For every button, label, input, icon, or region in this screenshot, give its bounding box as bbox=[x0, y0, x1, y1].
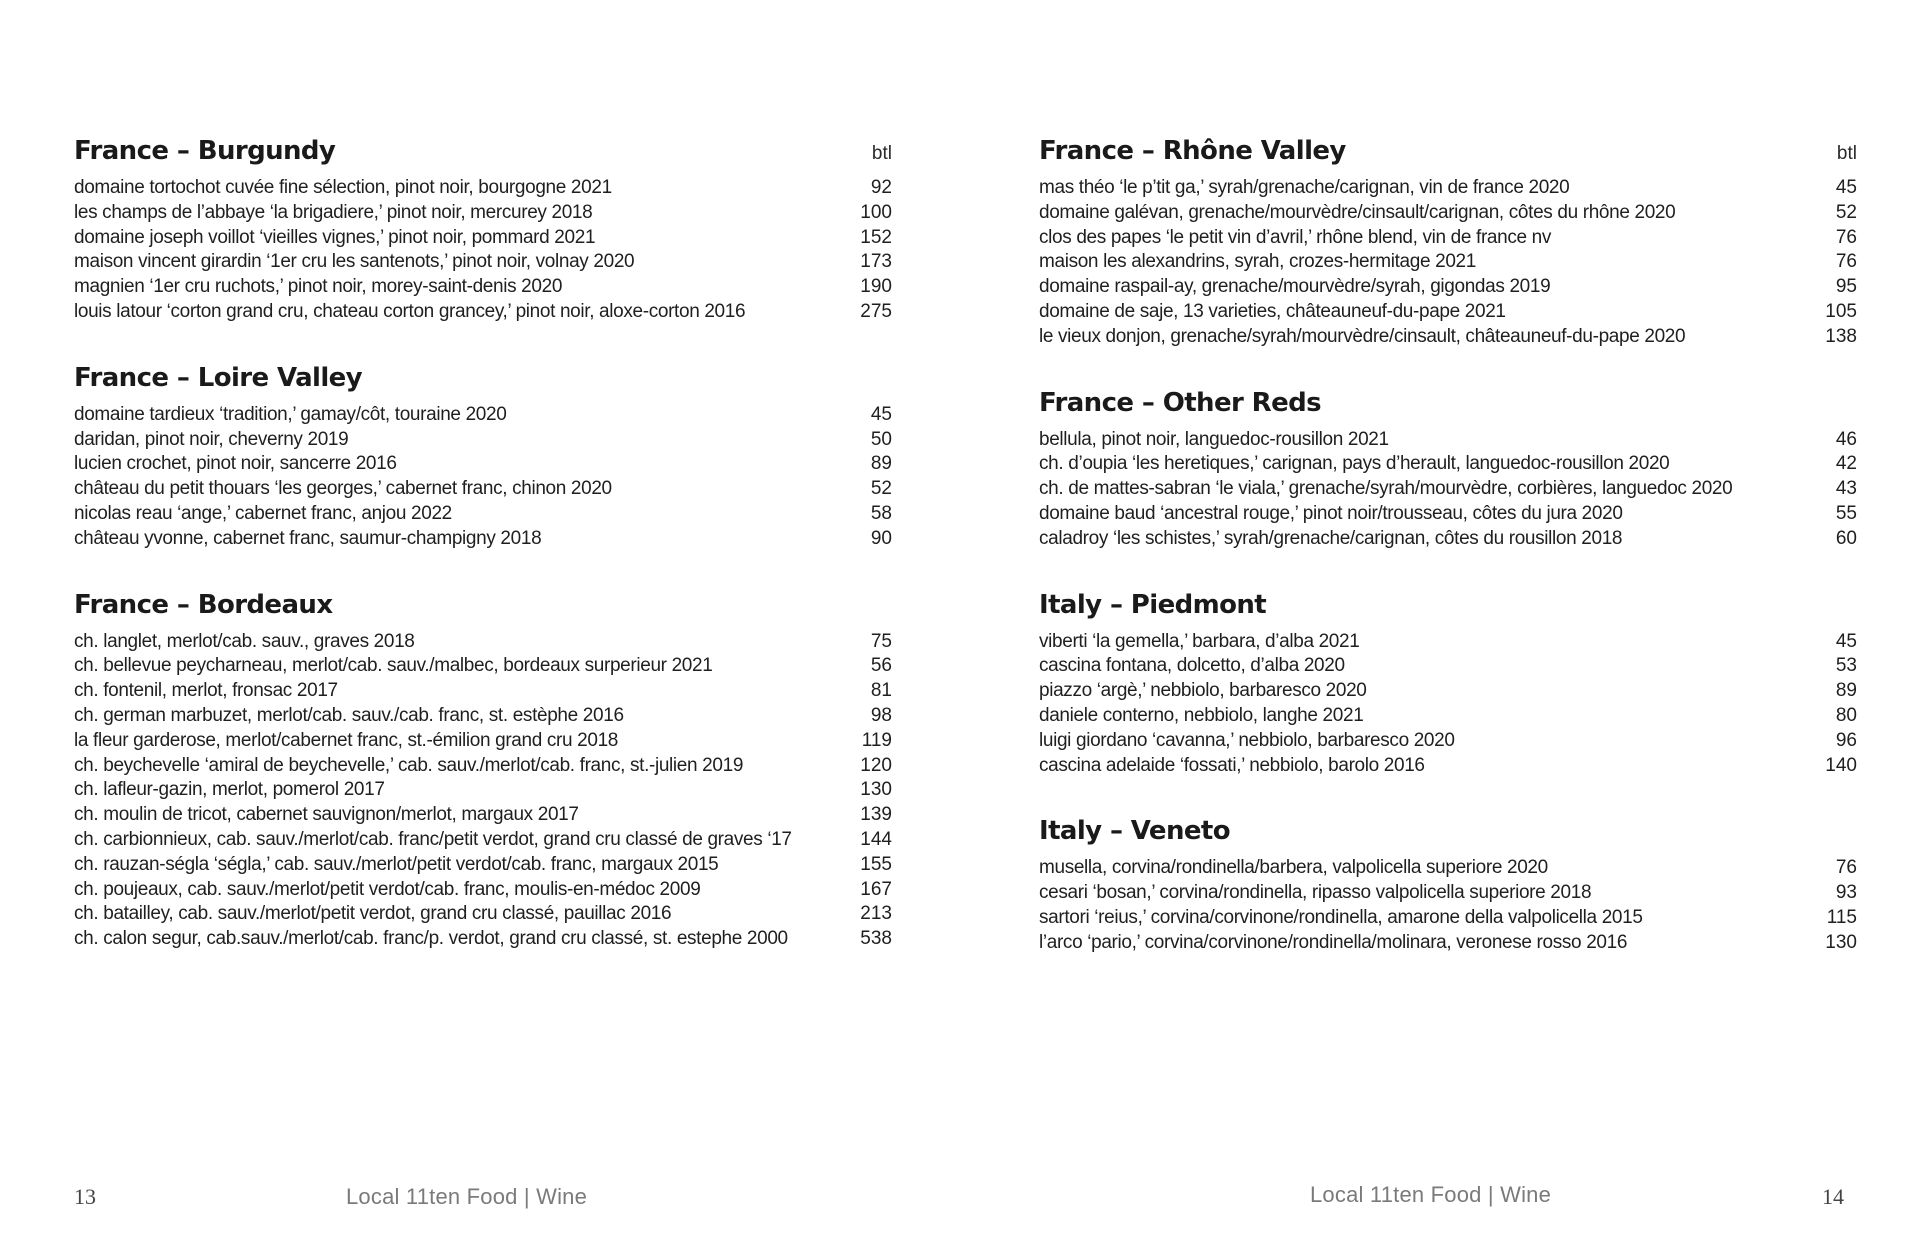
wine-price: 46 bbox=[1835, 428, 1857, 450]
wine-name: cascina adelaide ‘fossati,’ nebbiolo, barolo 2016 bbox=[1039, 754, 1425, 776]
wine-name: château yvonne, cabernet franc, saumur-champigny 2018 bbox=[74, 527, 542, 549]
wine-name: ch. poujeaux, cab. sauv./merlot/petit verdot/cab. franc, moulis-en-médoc 2009 bbox=[74, 878, 701, 900]
wine-item bbox=[74, 679, 892, 704]
wine-name: domaine baud ‘ancestral rouge,’ pinot noir/trousseau, côtes du jura 2020 bbox=[1039, 502, 1623, 524]
wine-item bbox=[74, 502, 892, 527]
wine-price: 76 bbox=[1835, 857, 1857, 879]
wine-name: château du petit thouars ‘les georges,’ cabernet franc, chinon 2020 bbox=[74, 478, 612, 500]
wine-name: domaine de saje, 13 varieties, châteauneuf-du-pape 2021 bbox=[1039, 300, 1506, 322]
wine-name: ch. rauzan-ségla ‘ségla,’ cab. sauv./merlot/petit verdot/cab. franc, margaux 2015 bbox=[74, 853, 719, 875]
wine-item bbox=[74, 878, 892, 903]
wine-name: maison vincent girardin ‘1er cru les santenots,’ pinot noir, volnay 2020 bbox=[74, 251, 635, 273]
section-title: France – Loire Valley bbox=[74, 362, 363, 393]
wine-price: 80 bbox=[1835, 704, 1857, 726]
wine-name: caladroy ‘les schistes,’ syrah/grenache/carignan, côtes du rousillon 2018 bbox=[1039, 527, 1623, 549]
wine-item bbox=[74, 176, 892, 201]
wine-item bbox=[74, 428, 892, 453]
wine-name: ch. de mattes-sabran ‘le viala,’ grenache/syrah/mourvèdre, corbières, languedoc 2020 bbox=[1039, 478, 1733, 500]
section-header bbox=[74, 588, 892, 630]
section-header bbox=[74, 361, 892, 403]
wine-price: 140 bbox=[1825, 754, 1857, 776]
wine-item bbox=[74, 654, 892, 679]
wine-price: 144 bbox=[860, 828, 892, 850]
wine-item bbox=[1039, 452, 1857, 477]
wine-name: domaine raspail-ay, grenache/mourvèdre/syrah, gigondas 2019 bbox=[1039, 276, 1551, 298]
wine-name: lucien crochet, pinot noir, sancerre 2016 bbox=[74, 453, 397, 475]
wine-item bbox=[74, 403, 892, 428]
section-title: France – Other Reds bbox=[1039, 387, 1322, 418]
footer-brand: Local 11ten Food | Wine bbox=[346, 1184, 588, 1209]
wine-item bbox=[1039, 325, 1857, 350]
wine-item bbox=[74, 704, 892, 729]
wine-item bbox=[74, 226, 892, 251]
wine-name: daridan, pinot noir, cheverny 2019 bbox=[74, 428, 349, 450]
wine-name: ch. beychevelle ‘amiral de beychevelle,’ cab. sauv./merlot/cab. franc, st.-julien 2019 bbox=[74, 754, 744, 776]
wine-price: 130 bbox=[860, 779, 892, 801]
wine-name: ch. fontenil, merlot, fronsac 2017 bbox=[74, 680, 338, 702]
wine-price: 45 bbox=[870, 403, 892, 425]
wine-price: 120 bbox=[860, 754, 892, 776]
wine-item bbox=[1039, 527, 1857, 552]
wine-price: 98 bbox=[870, 704, 892, 726]
wine-price: 152 bbox=[860, 226, 892, 248]
wine-item bbox=[1039, 428, 1857, 453]
wine-item bbox=[1039, 704, 1857, 729]
wine-item bbox=[74, 477, 892, 502]
wine-item bbox=[74, 803, 892, 828]
wine-name: le vieux donjon, grenache/syrah/mourvèdre/cinsault, châteauneuf-du-pape 2020 bbox=[1039, 325, 1686, 347]
wine-name: sartori ‘reius,’ corvina/corvinone/rondinella, amarone della valpolicella 2015 bbox=[1039, 906, 1643, 928]
wine-price: 119 bbox=[861, 729, 892, 751]
wine-item bbox=[74, 201, 892, 226]
wine-name: ch. german marbuzet, merlot/cab. sauv./cab. franc, st. estèphe 2016 bbox=[74, 704, 624, 726]
section-title: Italy – Veneto bbox=[1039, 816, 1230, 847]
wine-price: 42 bbox=[1835, 453, 1857, 475]
wine-item bbox=[74, 754, 892, 779]
wine-price: 76 bbox=[1835, 226, 1857, 248]
wine-item bbox=[1039, 654, 1857, 679]
wine-name: cesari ‘bosan,’ corvina/rondinella, ripasso valpolicella superiore 2018 bbox=[1039, 882, 1592, 904]
wine-name: viberti ‘la gemella,’ barbara, d’alba 2021 bbox=[1039, 630, 1360, 652]
wine-name: luigi giordano ‘cavanna,’ nebbiolo, barbaresco 2020 bbox=[1039, 729, 1455, 751]
right-page bbox=[960, 0, 1920, 1256]
bottle-price-label: btl bbox=[871, 143, 892, 164]
wine-price: 52 bbox=[1835, 201, 1857, 223]
wine-section bbox=[1039, 386, 1857, 552]
wine-item bbox=[74, 452, 892, 477]
wine-name: domaine tortochot cuvée fine sélection, pinot noir, bourgogne 2021 bbox=[74, 177, 612, 198]
wine-item bbox=[74, 300, 892, 325]
wine-name: ch. batailley, cab. sauv./merlot/petit verdot, grand cru classé, pauillac 2016 bbox=[74, 903, 672, 925]
right-column bbox=[1039, 134, 1857, 992]
wine-price: 90 bbox=[870, 527, 892, 549]
wine-section bbox=[74, 361, 892, 552]
wine-name: musella, corvina/rondinella/barbera, valpolicella superiore 2020 bbox=[1039, 857, 1548, 879]
wine-price: 89 bbox=[1835, 680, 1857, 702]
wine-item bbox=[1039, 881, 1857, 906]
wine-price: 45 bbox=[1835, 177, 1857, 198]
section-header bbox=[1039, 386, 1857, 428]
wine-price: 93 bbox=[1835, 882, 1857, 904]
wine-name: domaine galévan, grenache/mourvèdre/cinsault/carignan, côtes du rhône 2020 bbox=[1039, 201, 1676, 223]
wine-section bbox=[1039, 588, 1857, 779]
wine-item bbox=[74, 630, 892, 655]
section-header bbox=[1039, 134, 1857, 176]
wine-price: 100 bbox=[860, 201, 892, 223]
wine-price: 75 bbox=[870, 630, 892, 652]
wine-item bbox=[74, 927, 892, 952]
wine-item bbox=[74, 250, 892, 275]
wine-name: cascina fontana, dolcetto, d’alba 2020 bbox=[1039, 655, 1345, 677]
wine-price: 95 bbox=[1835, 276, 1857, 298]
wine-price: 139 bbox=[860, 804, 892, 826]
wine-item bbox=[1039, 931, 1857, 956]
wine-price: 538 bbox=[860, 928, 892, 950]
wine-price: 53 bbox=[1835, 655, 1857, 677]
wine-item bbox=[1039, 477, 1857, 502]
wine-section bbox=[74, 134, 892, 325]
wine-name: piazzo ‘argè,’ nebbiolo, barbaresco 2020 bbox=[1039, 680, 1367, 702]
page-number: 13 bbox=[74, 1184, 96, 1209]
section-header bbox=[1039, 588, 1857, 630]
wine-name: ch. moulin de tricot, cabernet sauvignon/merlot, margaux 2017 bbox=[74, 804, 579, 826]
section-header bbox=[74, 134, 892, 176]
wine-name: les champs de l’abbaye ‘la brigadiere,’ pinot noir, mercurey 2018 bbox=[74, 201, 593, 223]
wine-name: ch. d’oupia ‘les heretiques,’ carignan, pays d’herault, languedoc-rousillon 2020 bbox=[1039, 453, 1670, 475]
wine-name: mas théo ‘le p’tit ga,’ syrah/grenache/carignan, vin de france 2020 bbox=[1039, 177, 1570, 198]
wine-item bbox=[74, 729, 892, 754]
wine-item bbox=[74, 828, 892, 853]
wine-price: 92 bbox=[870, 177, 892, 198]
wine-name: ch. lafleur-gazin, merlot, pomerol 2017 bbox=[74, 779, 385, 801]
wine-item bbox=[1039, 201, 1857, 226]
wine-item bbox=[1039, 250, 1857, 275]
wine-item bbox=[1039, 300, 1857, 325]
left-column bbox=[74, 134, 892, 988]
footer-brand: Local 11ten Food | Wine bbox=[1310, 1182, 1552, 1207]
section-title: France – Rhône Valley bbox=[1039, 136, 1346, 166]
wine-item bbox=[1039, 502, 1857, 527]
wine-name: domaine joseph voillot ‘vieilles vignes,’ pinot noir, pommard 2021 bbox=[74, 226, 596, 248]
wine-price: 76 bbox=[1835, 251, 1857, 273]
wine-name: ch. calon segur, cab.sauv./merlot/cab. franc/p. verdot, grand cru classé, st. estephe 2000 bbox=[74, 928, 788, 950]
section-header bbox=[1039, 814, 1857, 856]
wine-item bbox=[1039, 754, 1857, 779]
wine-price: 52 bbox=[870, 478, 892, 500]
wine-price: 50 bbox=[870, 428, 892, 450]
wine-item bbox=[74, 778, 892, 803]
wine-price: 81 bbox=[870, 680, 892, 702]
wine-price: 56 bbox=[870, 655, 892, 677]
wine-price: 213 bbox=[860, 903, 892, 925]
wine-item bbox=[74, 853, 892, 878]
wine-item bbox=[1039, 275, 1857, 300]
wine-price: 173 bbox=[860, 251, 892, 273]
wine-price: 190 bbox=[860, 276, 892, 298]
wine-name: ch. bellevue peycharneau, merlot/cab. sauv./malbec, bordeaux surperieur 2021 bbox=[74, 655, 713, 677]
section-title: France – Bordeaux bbox=[74, 589, 333, 620]
wine-price: 43 bbox=[1835, 478, 1857, 500]
wine-item bbox=[1039, 906, 1857, 931]
section-title: Italy – Piedmont bbox=[1039, 589, 1267, 620]
wine-price: 55 bbox=[1835, 502, 1857, 524]
wine-price: 115 bbox=[1826, 906, 1857, 928]
wine-price: 155 bbox=[860, 853, 892, 875]
section-title: France – Burgundy bbox=[74, 136, 336, 166]
wine-item bbox=[1039, 729, 1857, 754]
wine-name: maison les alexandrins, syrah, crozes-hermitage 2021 bbox=[1039, 251, 1476, 273]
wine-item bbox=[74, 275, 892, 300]
wine-item bbox=[1039, 856, 1857, 881]
wine-item bbox=[1039, 226, 1857, 251]
wine-price: 89 bbox=[870, 453, 892, 475]
wine-item bbox=[74, 527, 892, 552]
wine-section bbox=[1039, 814, 1857, 955]
wine-price: 105 bbox=[1825, 300, 1857, 322]
wine-price: 60 bbox=[1835, 527, 1857, 549]
bottle-price-label: btl bbox=[1836, 143, 1857, 164]
wine-section bbox=[74, 588, 892, 952]
wine-item bbox=[74, 902, 892, 927]
wine-name: nicolas reau ‘ange,’ cabernet franc, anjou 2022 bbox=[74, 502, 452, 524]
wine-price: 45 bbox=[1835, 630, 1857, 652]
wine-item bbox=[1039, 176, 1857, 201]
wine-name: clos des papes ‘le petit vin d’avril,’ rhône blend, vin de france nv bbox=[1039, 226, 1552, 248]
wine-name: louis latour ‘corton grand cru, chateau corton grancey,’ pinot noir, aloxe-corton 2016 bbox=[74, 300, 746, 322]
wine-name: magnien ‘1er cru ruchots,’ pinot noir, morey-saint-denis 2020 bbox=[74, 276, 563, 298]
wine-price: 96 bbox=[1835, 729, 1857, 751]
page-number: 14 bbox=[1822, 1184, 1844, 1209]
wine-price: 275 bbox=[860, 300, 892, 322]
wine-name: ch. carbionnieux, cab. sauv./merlot/cab. franc/petit verdot, grand cru classé de graves ‘17 bbox=[74, 828, 792, 850]
wine-price: 167 bbox=[860, 878, 892, 900]
wine-item bbox=[1039, 630, 1857, 655]
wine-name: domaine tardieux ‘tradition,’ gamay/côt, touraine 2020 bbox=[74, 403, 507, 425]
wine-price: 58 bbox=[870, 502, 892, 524]
wine-price: 130 bbox=[1825, 931, 1857, 953]
wine-name: bellula, pinot noir, languedoc-rousillon 2021 bbox=[1039, 428, 1389, 450]
wine-item bbox=[1039, 679, 1857, 704]
wine-name: ch. langlet, merlot/cab. sauv., graves 2018 bbox=[74, 630, 415, 652]
wine-name: l’arco ‘pario,’ corvina/corvinone/rondinella/molinara, veronese rosso 2016 bbox=[1039, 931, 1628, 953]
wine-price: 138 bbox=[1825, 325, 1857, 347]
wine-section bbox=[1039, 134, 1857, 350]
wine-name: la fleur garderose, merlot/cabernet franc, st.-émilion grand cru 2018 bbox=[74, 729, 619, 751]
wine-name: daniele conterno, nebbiolo, langhe 2021 bbox=[1039, 704, 1364, 726]
